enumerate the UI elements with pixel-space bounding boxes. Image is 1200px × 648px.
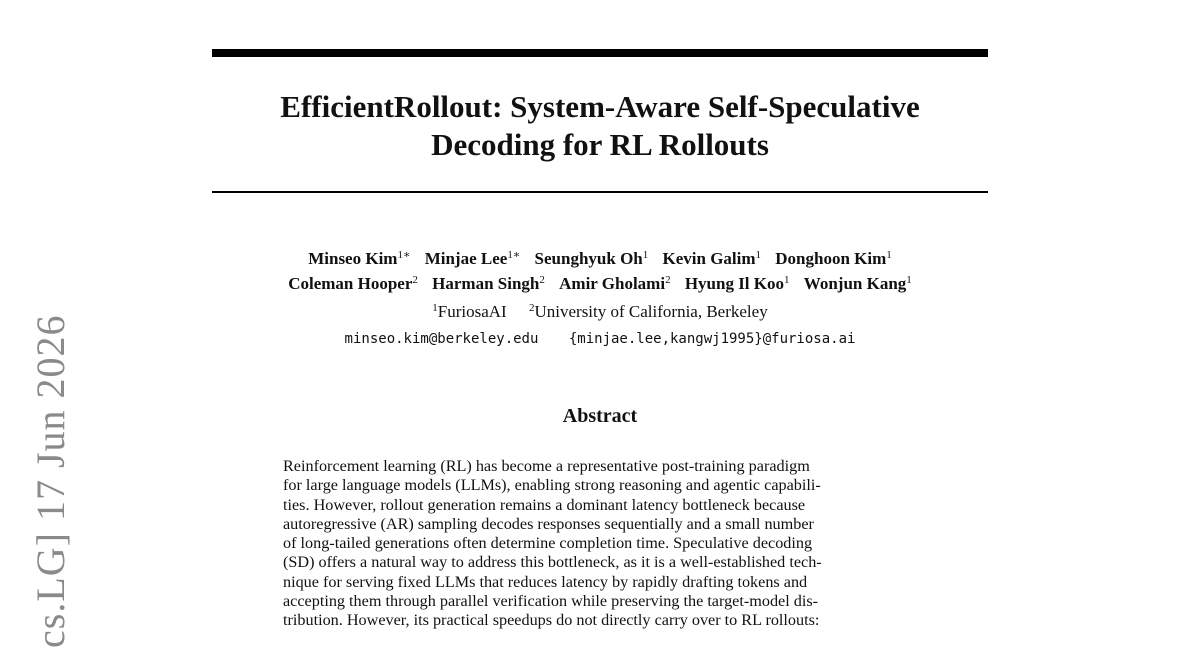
email-address[interactable]: {minjae.lee,kangwj1995}@furiosa.ai [568,331,856,347]
title-line: Decoding for RL Rollouts [431,127,769,162]
affiliation-mark: 1 [432,302,438,314]
affiliation-name: University of California, Berkeley [534,302,768,321]
author-list [212,246,988,296]
abstract-line: for large language models (LLMs), enabling strong reasoning and agentic capabili- [283,476,821,495]
author [804,274,912,293]
author-name: Kevin Galim [662,249,756,268]
author-affiliation-mark: 1∗ [507,249,521,261]
abstract-line: of long-tailed generations often determine completion time. Speculative decoding [283,534,813,553]
author-name: Hyung Il Koo [684,274,785,293]
affiliation-name: FuriosaAI [437,302,507,321]
author-name: Harman Singh [432,274,540,293]
author [432,274,545,293]
paper-title [212,88,988,164]
title-line: EfficientRollout: System-Aware Self-Speculative [280,89,920,124]
affiliation [432,302,506,321]
author-name: Minseo Kim [308,249,398,268]
author [288,274,418,293]
author [663,249,762,268]
author-affiliation-mark: 1 [642,249,649,261]
abstract-line: Reinforcement learning (RL) has become a representative post-training paradigm [283,457,810,475]
author [308,249,410,268]
arxiv-stamp: cs.LG] 17 Jun 2026 [28,314,73,648]
email-address[interactable]: minseo.kim@berkeley.edu [344,331,539,347]
abstract-line: autoregressive (AR) sampling decodes responses sequentially and a small number [283,514,814,533]
author-affiliation-mark: 1 [886,249,892,261]
author-name: Coleman Hooper [288,274,413,293]
author-affiliation-mark: 1 [906,274,912,286]
abstract-line: ties. However, rollout generation remains a dominant latency bottleneck because [283,495,806,514]
abstract-heading: Abstract [562,405,638,427]
abstract-line: (SD) offers a natural way to address this bottleneck, as it is a well-established tech- [283,553,822,572]
author-line-2 [212,271,988,296]
author [775,249,892,268]
author-affiliation-mark: 2 [665,274,671,286]
author-name: Donghoon Kim [775,249,887,268]
author-name: Minjae Lee [424,249,508,268]
email-list [212,328,988,350]
author-affiliation-mark: 1 [784,274,790,286]
abstract-line: nique for serving fixed LLMs that reduces latency by rapidly drafting tokens and [283,572,808,591]
author [535,249,649,268]
abstract-text [283,457,917,631]
affiliation-list [212,300,988,324]
author-affiliation-mark: 1∗ [397,249,411,261]
author-name: Wonjun Kang [803,274,907,293]
abstract-line: accepting them through parallel verification while preserving the target-model dis- [283,592,819,611]
author [559,274,670,293]
author-name: Seunghyuk Oh [534,249,643,268]
author-line-1 [212,246,988,271]
author-name: Amir Gholami [559,274,666,293]
top-rule [212,49,988,57]
author [425,249,521,268]
author-affiliation-mark: 2 [539,274,545,286]
author-affiliation-mark: 2 [412,274,418,286]
affiliation [529,302,768,321]
author [685,274,790,293]
author-affiliation-mark: 1 [755,249,762,261]
title-rule [212,191,988,193]
affiliation-mark: 2 [528,302,535,314]
abstract-line: tribution. However, its practical speedups do not directly carry over to RL rollouts: [283,611,820,630]
